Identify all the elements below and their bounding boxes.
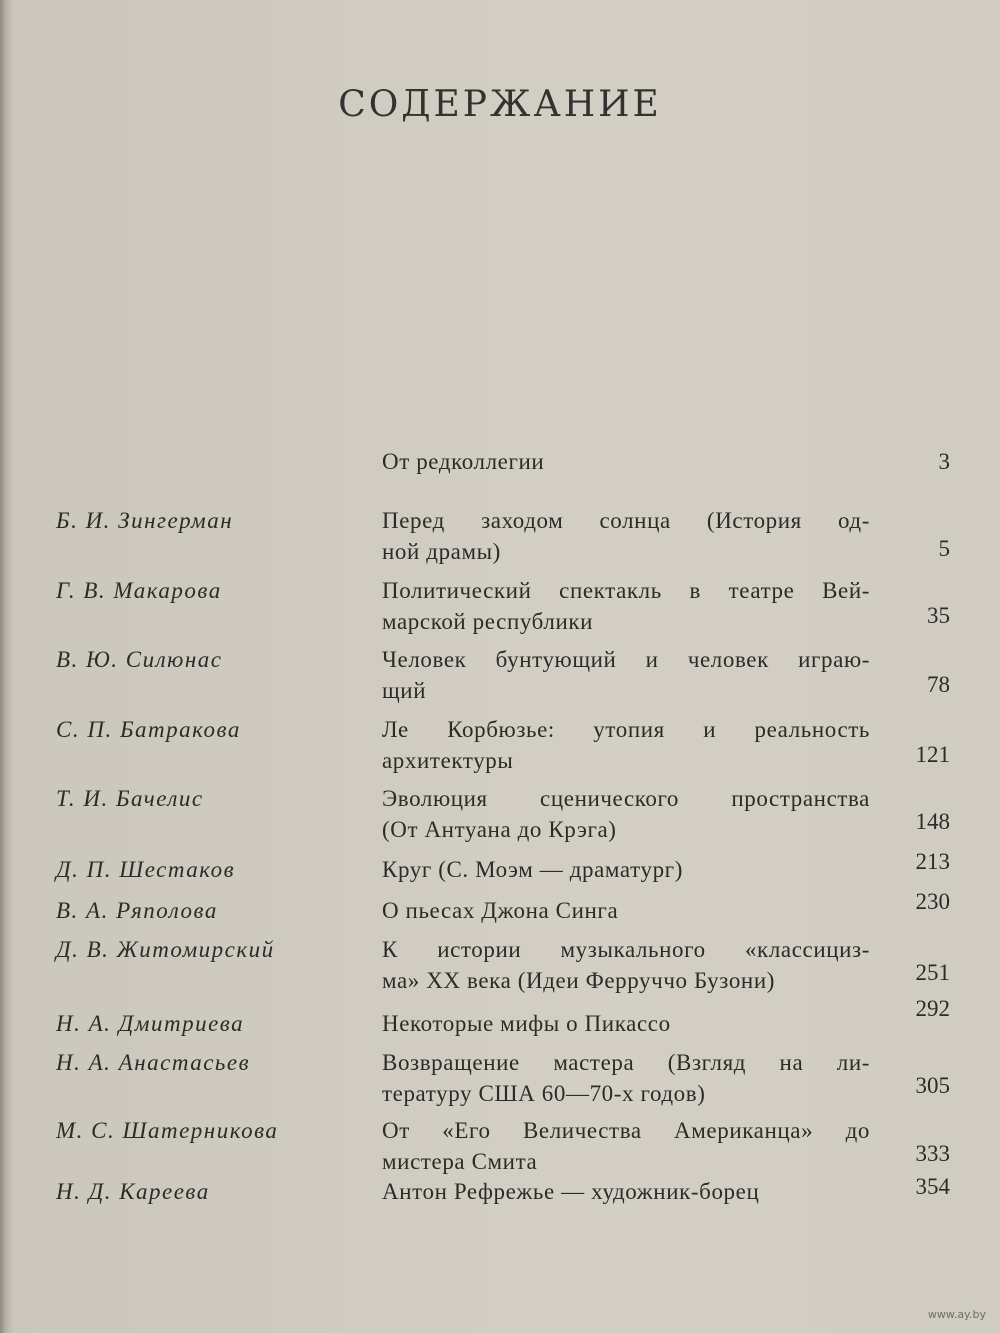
entry-title-line: Ле Корбюзье: утопия и реальность [382, 717, 870, 742]
entry-title-line: О пьесах Джона Синга [382, 898, 619, 923]
entry-page-number: 121 [915, 742, 950, 767]
entry-title-line: ма» XX века (Идеи Ферруччо Бузони) [382, 968, 776, 993]
entry-author: В. Ю. Силюнас [56, 647, 223, 672]
entry-title-line: Некоторые мифы о Пикассо [382, 1011, 671, 1036]
entry-page-number: 251 [915, 960, 950, 985]
entry-author: Н. А. Анастасьев [56, 1050, 251, 1075]
entry-author: Б. И. Зингерман [56, 508, 234, 533]
entry-author: Г. В. Макарова [56, 578, 222, 603]
entry-title-line: ной драмы) [382, 539, 501, 564]
entry-title-line: мистера Смита [382, 1149, 538, 1174]
entry-author: Д. В. Житомирский [56, 937, 275, 962]
entry-page-number: 35 [927, 603, 950, 628]
entry-page-number: 292 [915, 996, 950, 1021]
entry-title-line: Перед заходом солнца (История од- [382, 508, 870, 533]
entry-page-number: 213 [915, 849, 950, 874]
entry-title-line: Политический спектакль в театре Вей- [382, 578, 870, 603]
entry-title-line: К истории музыкального «классициз- [382, 937, 870, 962]
entry-author: В. А. Ряполова [56, 898, 218, 923]
entry-title-line: (От Антуана до Крэга) [382, 817, 617, 842]
entry-page-number: 305 [915, 1073, 950, 1098]
entry-title-line: Человек бунтующий и человек играю- [382, 647, 870, 672]
entry-title-line: Эволюция сценического пространства [382, 786, 870, 811]
entry-author: Д. П. Шестаков [56, 857, 236, 882]
entry-page-number: 5 [938, 536, 950, 561]
entry-author: С. П. Батракова [56, 717, 241, 742]
entry-title-line: Круг (С. Моэм — драматург) [382, 857, 683, 882]
entry-page-number: 230 [915, 889, 950, 914]
entry-title-line: Возвращение мастера (Взгляд на ли- [382, 1050, 870, 1075]
entry-page-number: 148 [915, 809, 950, 834]
entry-author: Т. И. Бачелис [56, 786, 204, 811]
watermark: www.ay.by [927, 1308, 986, 1321]
page-title: СОДЕРЖАНИЕ [338, 84, 662, 125]
entry-title-line: Антон Рефрежье — художник-борец [382, 1179, 760, 1204]
entry-author: Н. Д. Кареева [56, 1179, 210, 1204]
entry-author: М. С. Шатерникова [56, 1118, 279, 1143]
entry-title-line: От редколлегии [382, 449, 545, 474]
entry-page-number: 354 [915, 1174, 950, 1199]
entry-title-line: архитектуры [382, 748, 514, 773]
entry-author: Н. А. Дмитриева [56, 1011, 245, 1036]
entry-title-line: марской республики [382, 609, 594, 634]
entry-title-line: От «Его Величества Американца» до [382, 1118, 870, 1143]
entry-title-line: тературу США 60—70-х годов) [382, 1081, 706, 1106]
entry-page-number: 3 [938, 449, 950, 474]
entry-title-line: щий [382, 678, 427, 703]
entry-page-number: 333 [915, 1141, 950, 1166]
entry-page-number: 78 [927, 672, 950, 697]
